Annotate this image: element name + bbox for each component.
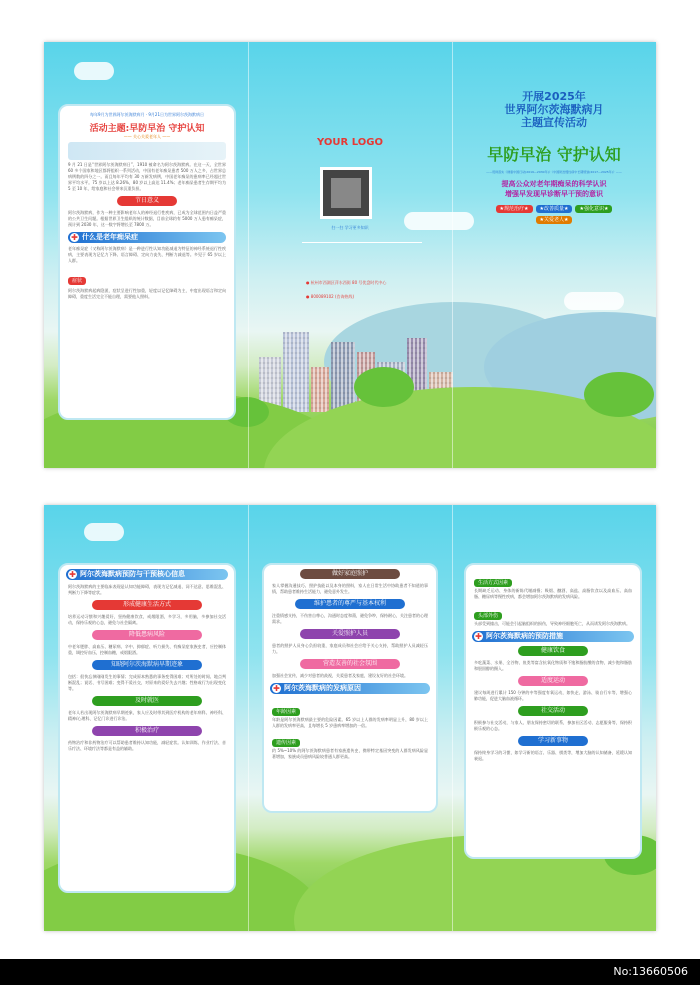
risk-heading: 降低患病风险 xyxy=(92,630,202,640)
cover-title-line3: 主题宣传活动 xyxy=(521,116,587,129)
logo-text: YOUR LOGO xyxy=(317,137,383,148)
prevention-card xyxy=(58,563,236,893)
measures-heading: 阿尔茨海默病的预防措施 xyxy=(486,632,563,640)
cover-slogan: 早防早治 守护认知 xyxy=(487,145,621,164)
red-cross-icon: ✚ xyxy=(475,632,482,641)
address-row xyxy=(306,280,386,286)
month-note: 每年9月为世界阿尔茨海默病月 · 9月21日为世界阿尔茨海默病日 xyxy=(90,112,204,117)
exercise-text: 建议每周进行累计 150 分钟的中等强度有氧运动，如快走、游泳、骑自行车等，增强心肺功能，促进大脑血液循环。 xyxy=(474,690,632,701)
society-heading: 营造友善的社会氛围 xyxy=(300,659,400,669)
phone-icon: ● xyxy=(306,294,310,299)
cover-tag: ★改善质量★ xyxy=(536,205,573,213)
skyline-strip xyxy=(68,142,226,160)
what-heading: 什么是老年痴呆症 xyxy=(82,233,138,241)
qr-code xyxy=(320,167,372,219)
seek-care-text: 老年人若出现阿尔茨海默病早期迹象，家人应及时带其到医疗机构的老年病科、神经科、精神/心理科、记忆门诊进行诊治。 xyxy=(68,710,226,721)
theme-subtitle: —— 关心关爱老年人 —— xyxy=(123,134,171,139)
symptom-paragraph: 阿尔茨海默病起病隐匿，症状呈进行性加重，轻度以记忆障碍为主，中度出现语言和定向障碍，重度生活完全不能自理，需要他人照料。 xyxy=(68,288,226,299)
cover-title-line1: 开展2025年 xyxy=(522,90,586,103)
what-paragraph: 老年痴呆症（又称阿尔茨海默病）是一种进行性认知功能减退为特征的神经系统退行性疾病，主要表现为记忆力下降、语言障碍、定向力丧失、判断力减退等。多见于 65 岁以上人群。 xyxy=(68,246,226,263)
brochure-inside xyxy=(44,505,656,931)
early-signs-text: 包括：很快忘掉刚刚发生的事情；完成原本熟悉的事务变得困难；对所处的时间、地点判断混乱；说话、书写困难；变得不爱社交，对原来的爱好失去兴趣；性格或行为出现变化等。 xyxy=(68,674,226,691)
risk-text: 中老年肥胖、高血压、糖尿病、卒中、抑郁症、听力损失、有痴呆症家族史者，应控制体重，调控好血压，控制血糖，戒烟限酒。 xyxy=(68,644,226,655)
symptom-heading: 症状 xyxy=(68,277,86,285)
dignity-text: 注重情感支持，不伤害自尊心，沟通时态度和蔼，避免争吵，保持耐心，关注患者的心理需求。 xyxy=(272,613,428,624)
watermark-bar xyxy=(0,959,700,985)
brochure-outside xyxy=(44,42,656,468)
society-text: 加强社会宣传，减少对患者的歧视，关爱患者及家庭，建设友好的社会环境。 xyxy=(272,673,408,678)
what-heading-bar xyxy=(68,232,226,243)
cover-tag: ★强化意识★ xyxy=(575,205,612,213)
cover-note: ——贯彻落实《健康中国行动(2019—2030年)》《中国防治慢性病中长期规划(2017—2025年)》—— xyxy=(486,170,622,174)
home-care-heading: 做好家庭照护 xyxy=(300,569,400,579)
cover-line1: 提高公众对老年期痴呆的科学认识 xyxy=(501,180,607,188)
social-heading: 社交活动 xyxy=(518,706,588,716)
causes-heading: 阿尔茨海默病的发病原因 xyxy=(284,684,361,692)
bush xyxy=(354,367,414,407)
qr-label: 扫一扫 学习更多知识 xyxy=(331,225,369,230)
intro-card xyxy=(58,104,236,420)
caregiver-text: 患者的照护人员身心负担较重，家庭成员和社会应给予关心支持，帮助照护人员减轻压力。 xyxy=(272,643,428,654)
watermark-id: No:13660506 xyxy=(613,965,688,978)
red-cross-icon: ✚ xyxy=(71,233,78,242)
cover-line2: 增强早发现早诊断早干预的意识 xyxy=(505,190,603,198)
cover-tags xyxy=(494,205,614,224)
learning-text: 保持终身学习的习惯，如学习新的语言、乐器、棋类等，增加大脑的认知储备，延缓认知衰退。 xyxy=(474,750,632,761)
lifestyle-factor-text: 长期缺乏运动、身体的新陈代谢减慢；吸烟、酗酒、高盐、高脂饮食以及高血压、高血脂、糖尿病等慢性疾病，都会增加阿尔茨海默病的发病风险。 xyxy=(474,588,632,599)
lifestyle-factor-heading: 生活方式因素 xyxy=(474,579,512,587)
measures-card xyxy=(464,563,642,859)
lifestyle-heading: 形成健康生活方式 xyxy=(92,600,202,610)
red-cross-icon: ✚ xyxy=(273,684,280,693)
intro-paragraph: 9 月 21 日是“世界阿尔茨海默病日”，1910 被命名为阿尔茨海默病。在这一天，全世界 60 多个国家和地区都将组织一系列活动，中国有老年痴呆患者 500 万人之多，占世界总病例数的四分之一。而且每年平均有 30 万新发病例，中国老年痴呆的患病率已经超过世界平均水平。75 岁以上达 8.26%，80 岁以上高达 11.4%；老年痴呆患者生存期平均为 5 至 10 年，给家庭和社会带来沉重负担。 xyxy=(68,162,226,191)
exercise-heading: 适度运动 xyxy=(518,676,588,686)
home-care-text: 家人掌握沟通技巧、照护技能以及本身的照料，家人在日常生活中协助患者不知道的事情，帮助患者维持生活能力，避免意外发生。 xyxy=(272,583,428,594)
cover-title-line2: 世界阿尔茨海默病月 xyxy=(504,103,604,116)
core-info-text: 阿尔茨海默病的主要临床表现是认知功能障碍，表现为记忆减退、词不达意、思维混乱、判断力下降等症状。 xyxy=(68,584,226,595)
age-text: 年龄是阿尔茨海默病最主要的危险因素。65 岁以上人群的发病率明显上升，80 岁以上人群的发病率更高，且每增长 5 岁患病率增加约一倍。 xyxy=(272,717,428,728)
social-text: 积极参与社交活动，与家人、朋友保持密切的联系，参加社区活动、志愿服务等，保持积极乐观的心态。 xyxy=(474,720,632,731)
diet-heading: 健康饮食 xyxy=(518,646,588,656)
caregiver-heading: 关爱照护人员 xyxy=(300,629,400,639)
phone-row xyxy=(306,294,354,300)
care-card xyxy=(262,563,438,813)
phone: 800089102 (咨询热线) xyxy=(310,294,355,299)
core-info-heading: 阿尔茨海默病预防与干预核心信息 xyxy=(80,570,185,578)
dignity-heading: 维护患者的尊严与基本权利 xyxy=(295,599,405,609)
head-injury-text: 头部受到撞击，可能会引起脑组织的损伤，导致神经细胞死亡，从而诱发阿尔茨海默病。 xyxy=(474,621,630,626)
genetic-heading: 遗传因素 xyxy=(272,739,300,747)
cloud xyxy=(564,292,624,310)
lifestyle-text: 培养运动习惯和兴趣爱好，坚持健康饮食，戒烟限酒，多学习，多用脑，多参加社交活动，保持乐观的心态，避免与社会隔离。 xyxy=(68,614,226,625)
cloud xyxy=(74,62,114,80)
location-icon: ● xyxy=(306,280,310,285)
theme-title: 活动主题:早防早治 守护认知 xyxy=(89,124,205,134)
age-heading: 年龄因素 xyxy=(272,708,300,716)
bush xyxy=(584,372,654,417)
early-signs-heading: 知晓阿尔茨海默病早期迹象 xyxy=(92,660,202,670)
treatment-text: 药物治疗和非药物治疗可以帮助患者维持认知功能，减轻症状。认知训练、作业疗法、音乐疗法、环境疗法等都是有益的辅助。 xyxy=(68,740,226,751)
causes-bar xyxy=(270,683,430,694)
head-injury-heading: 头部外伤 xyxy=(474,612,502,620)
core-info-bar xyxy=(66,569,228,580)
address: 杭州市西湖区萍水西街 80 号优盘时代中心 xyxy=(310,280,387,285)
red-cross-icon: ✚ xyxy=(69,570,76,579)
measures-bar xyxy=(472,631,634,642)
meaning-paragraph: 阿尔茨海默病，作为一种主要影响老年人的神经退行性疾病，已成为全球范围内日益严重的公共卫生问题。根据世界卫生组织的统计数据，目前全球约有 5000 万人患有痴呆症，预计到 2030 年，这一数字将增长至 7800 万。 xyxy=(68,210,226,227)
cover-lines xyxy=(452,179,656,199)
genetic-text: 约 5%~10% 的阿尔茨海默病患者有家族遗传史，携带特定基因突变的人群发病风险显著增加，家族成员患病风险较普通人群更高。 xyxy=(272,748,428,759)
cover-tag: ★规范治疗★ xyxy=(496,205,533,213)
treatment-heading: 积极治疗 xyxy=(92,726,202,736)
learning-heading: 学习新事物 xyxy=(518,736,588,746)
cover-title xyxy=(452,90,656,129)
seek-care-heading: 及时就医 xyxy=(92,696,202,706)
meaning-heading: 节日意义 xyxy=(117,196,177,206)
diet-text: 多吃蔬菜、水果、全谷物、鱼类等富含抗氧化物质和不饱和脂肪酸的食物，减少饱和脂肪和胆固醇的摄入。 xyxy=(474,660,632,671)
cover-tag: ★关爱老人★ xyxy=(536,216,573,224)
